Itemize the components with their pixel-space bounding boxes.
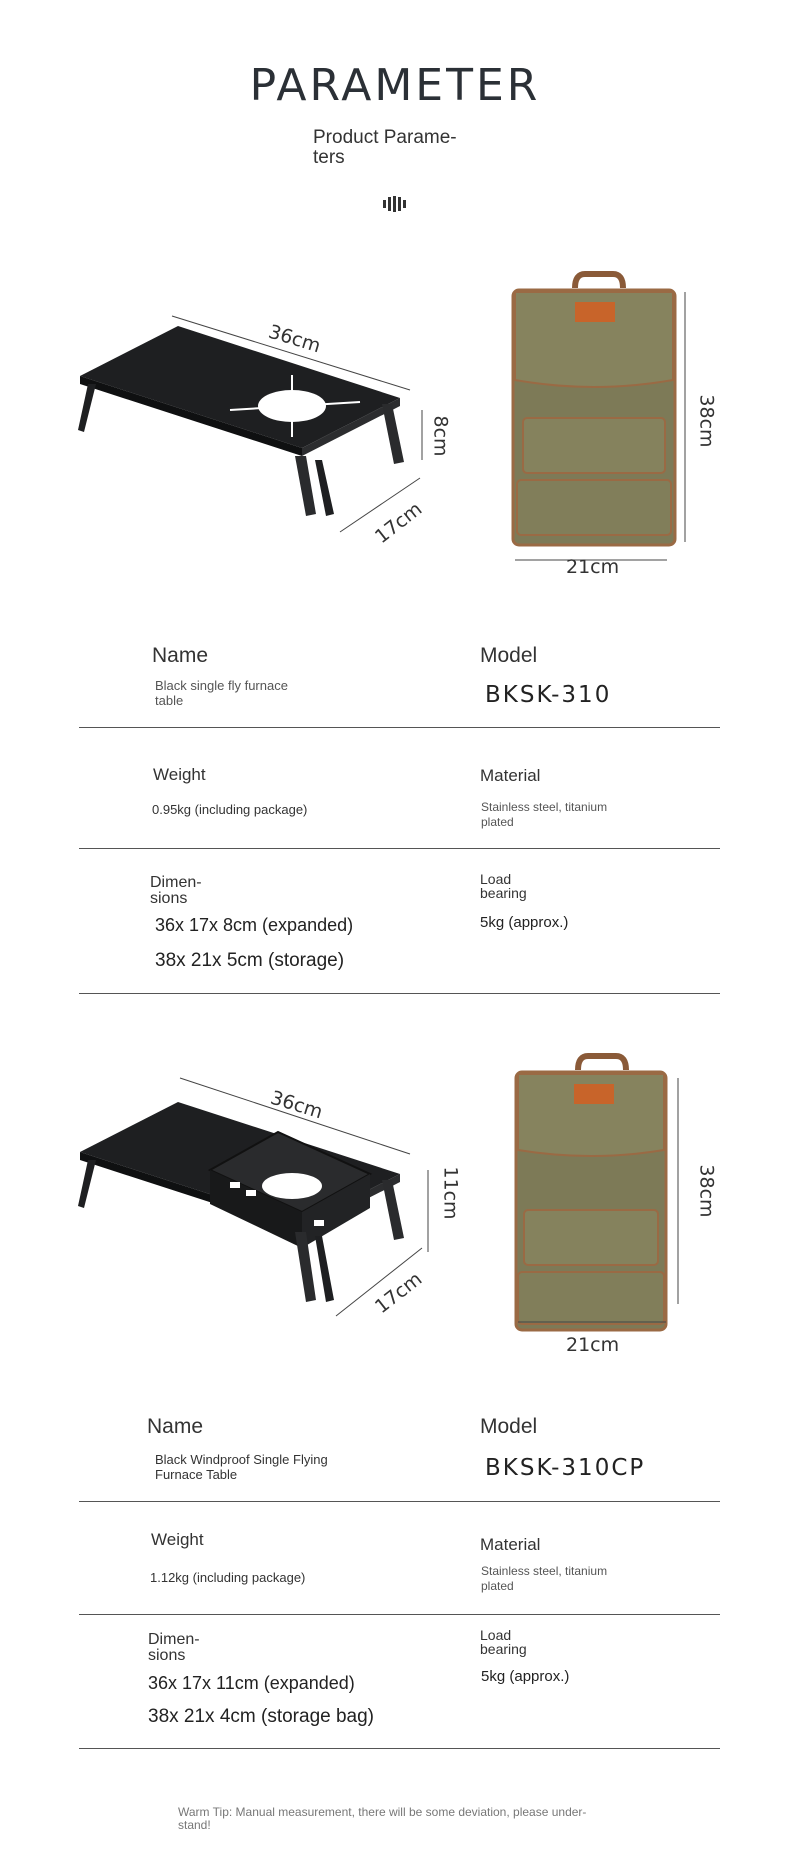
divider-bars-icon [383,196,409,212]
load-label-1: Load bearing [480,871,527,901]
dimensions-expanded-1: 36x 17x 8cm (expanded) [155,915,354,935]
row-divider [79,727,720,728]
material-value-2: Stainless steel, titanium plated [481,1564,608,1593]
dim-width-2: 17cm [370,1267,427,1319]
weight-value-2: 1.12kg (including package) [150,1570,306,1585]
load-value-2: 5kg (approx.) [481,1668,570,1685]
name-value-2: Black Windproof Single Flying Furnace Table [155,1452,328,1482]
dim-length-2: 36cm [267,1086,326,1124]
dim-width-1: 17cm [370,497,427,549]
dim-bag-height-1: 38cm [695,394,718,448]
dimensions-storage-1: 38x 21x 5cm (storage) [155,950,345,971]
weight-label-1: Weight [153,765,206,784]
page-title: PARAMETER [249,60,541,111]
dimensions-storage-2: 38x 21x 4cm (storage bag) [148,1706,375,1727]
row-divider [79,848,720,849]
dim-length-1: 36cm [265,320,324,358]
name-label-1: Name [152,644,209,667]
dimensions-label-2: Dimen- sions [148,1631,200,1664]
page-subtitle: Product Parame- ters [313,127,457,168]
row-divider [79,1614,720,1615]
dim-height-2: 11cm [439,1166,462,1220]
row-divider [79,993,720,994]
warm-tip: Warm Tip: Manual measurement, there will be some deviation, please under- stand! [178,1805,587,1832]
weight-value-1: 0.95kg (including package) [152,802,308,817]
dimensions-expanded-2: 36x 17x 11cm (expanded) [148,1673,355,1693]
weight-label-2: Weight [151,1530,204,1549]
model-value-2: BKSK-310CP [485,1455,646,1481]
name-label-2: Name [147,1415,204,1438]
model-label-2: Model [480,1415,538,1438]
material-value-1: Stainless steel, titanium plated [481,800,608,829]
dim-height-1: 8cm [429,415,452,457]
dim-bag-width-2: 21cm [566,1334,620,1356]
dim-bag-width-1: 21cm [566,556,620,578]
load-value-1: 5kg (approx.) [480,914,569,931]
material-label-2: Material [480,1535,541,1554]
row-divider [79,1748,720,1749]
model-label-1: Model [480,644,538,667]
row-divider [79,1501,720,1502]
dim-bag-height-2: 38cm [695,1164,718,1218]
load-label-2: Load bearing [480,1627,527,1657]
storage-bag-image-1 [505,270,705,570]
name-value-1: Black single fly furnace table [155,678,288,708]
model-value-1: BKSK-310 [485,682,612,708]
dimensions-label-1: Dimen- sions [150,874,202,907]
storage-bag-image-2 [508,1050,708,1350]
material-label-1: Material [480,766,541,785]
